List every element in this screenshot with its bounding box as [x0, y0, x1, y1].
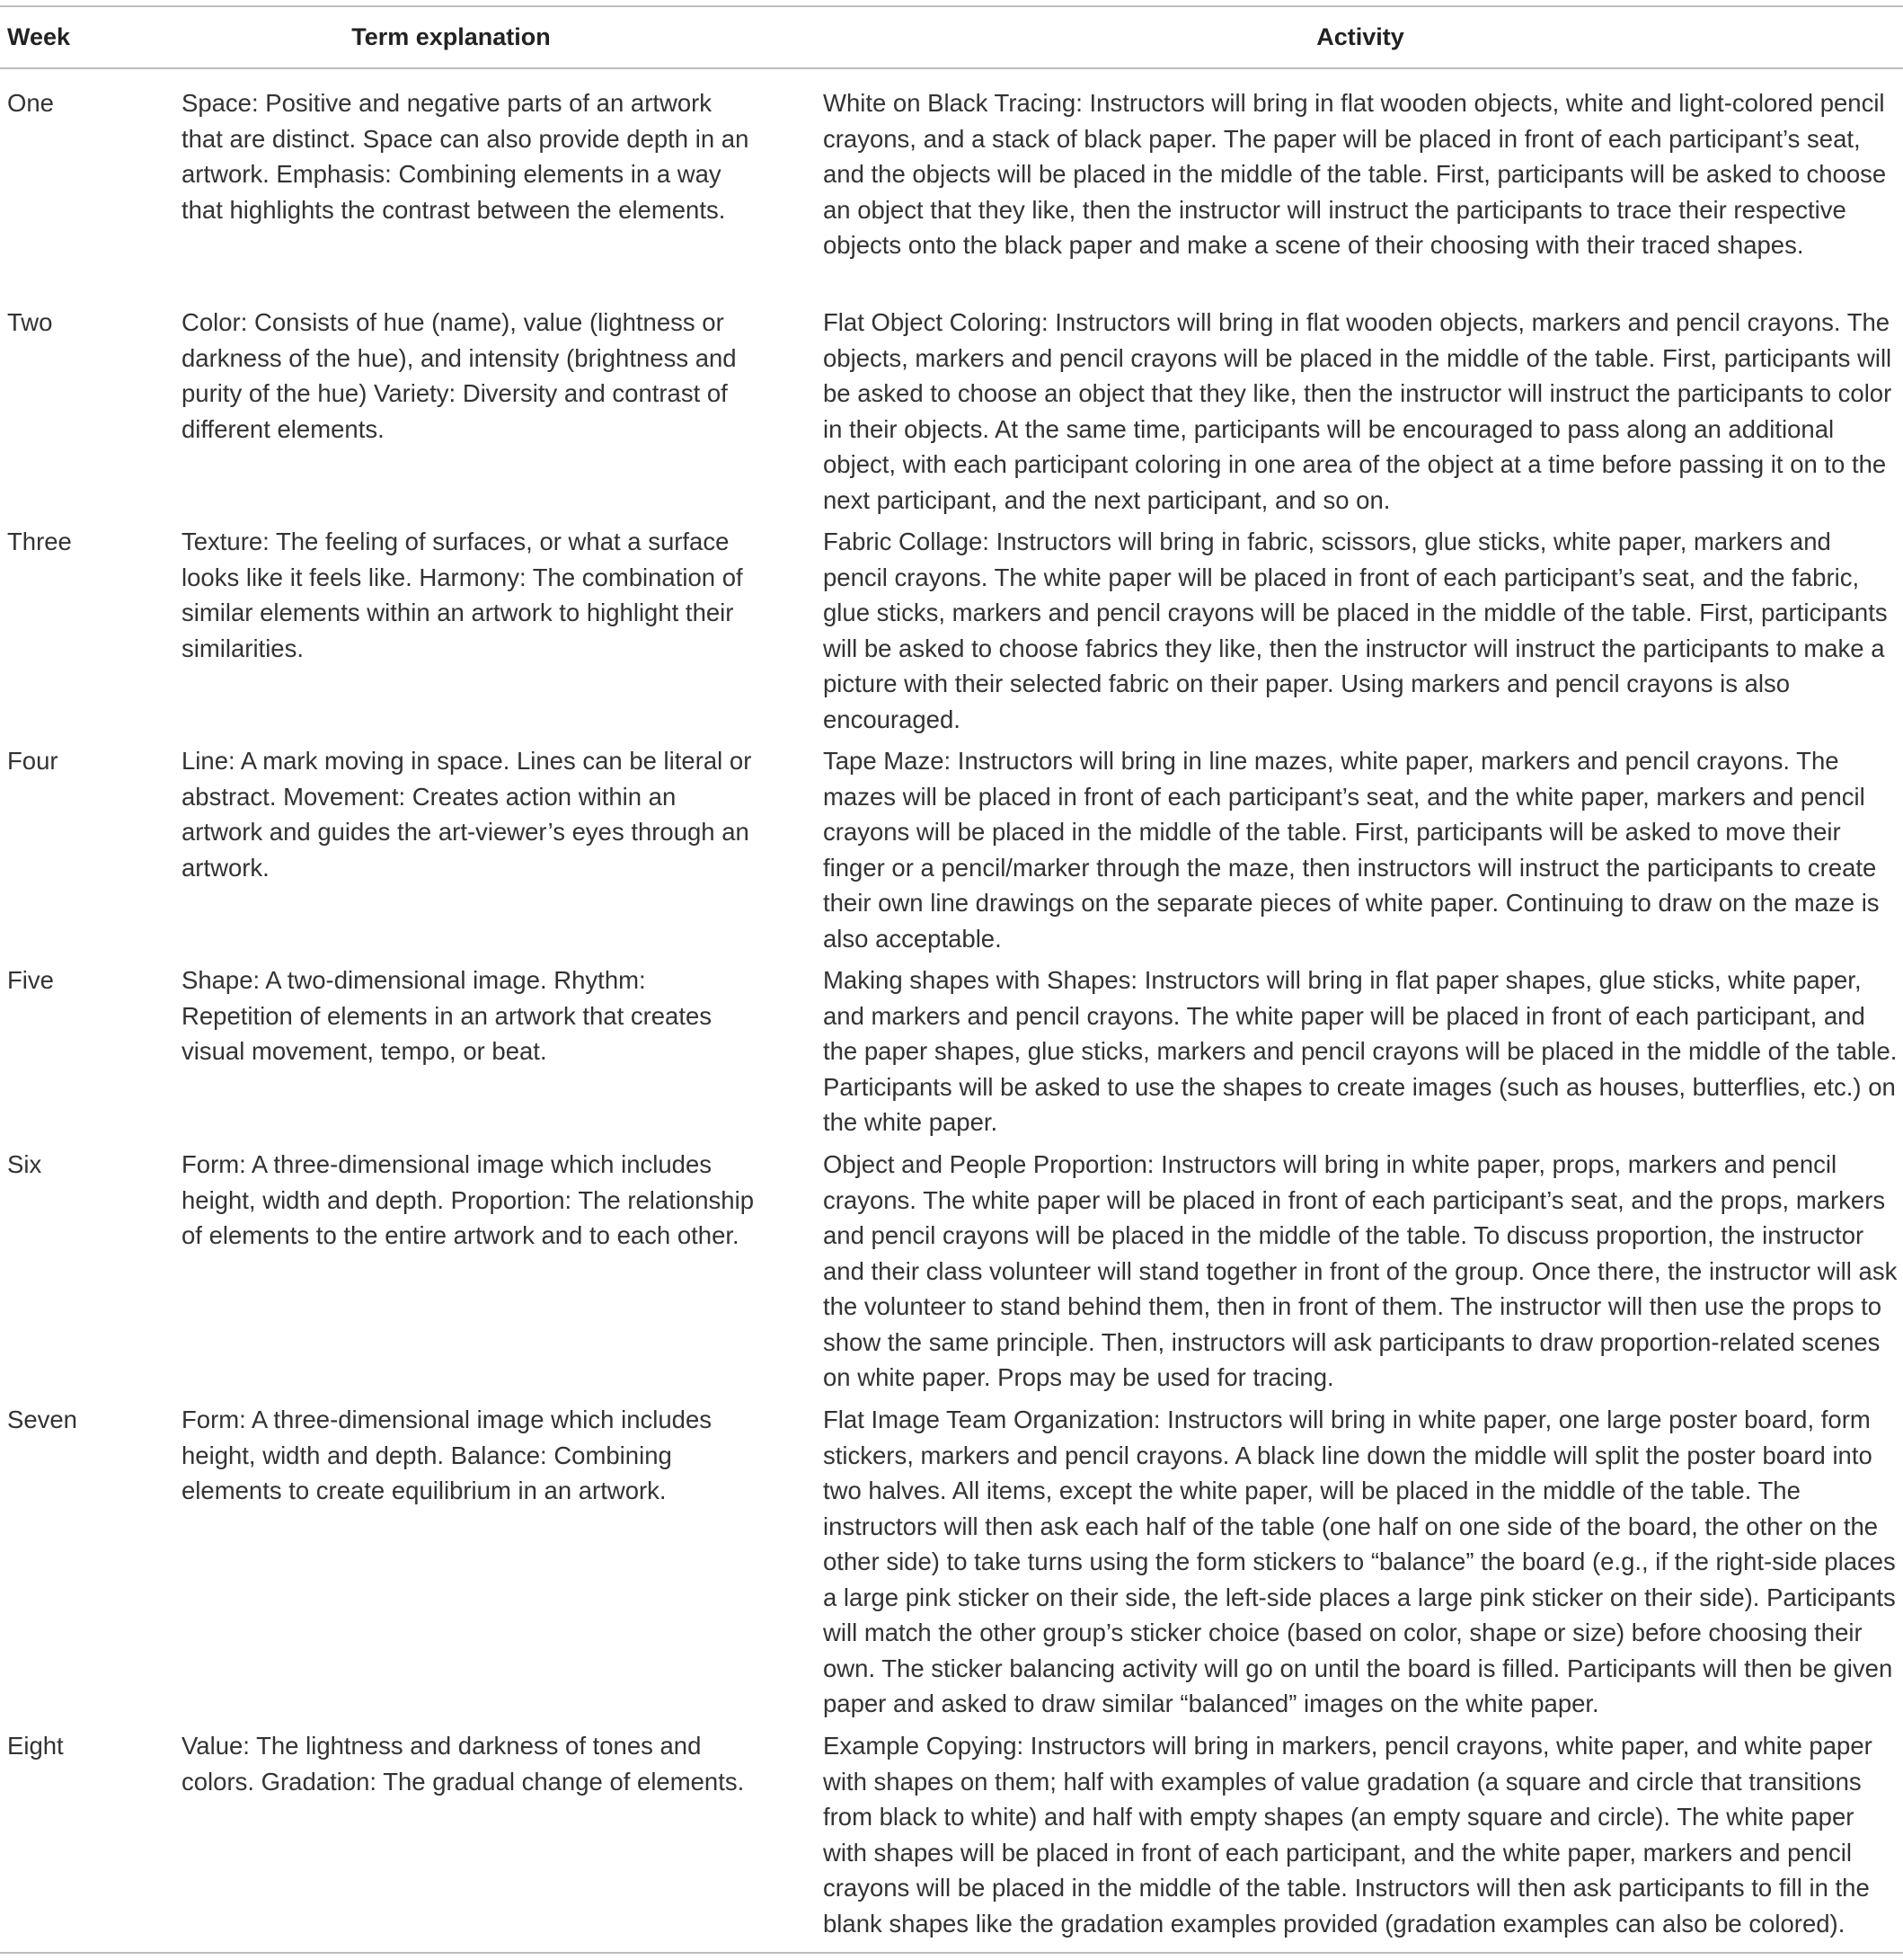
activity-cell: Flat Object Coloring: Instructors will bring in flat wooden objects, markers and pencil crayons. The objects, markers and pencil crayons will be placed in the middle of the table. First, participants will be asked to choose an object that they like, then the instructor will instruct the participants to color in their objects. At the same time, participants will be encouraged to pass along an additional object, with each participant coloring in one area of the object at a time before passing it on to the next participant, and the next participant, and so on.	[823, 308, 1892, 514]
week-cell: Eight	[7, 1732, 64, 1760]
term-cell: Line: A mark moving in space. Lines can be literal or abstract. Movement: Creates action within an artwork and guides the art-viewer’s eyes through an artwork.	[181, 747, 752, 882]
term-cell: Value: The lightness and darkness of tones and colors. Gradation: The gradual change of elements.	[181, 1732, 745, 1796]
term-cell: Shape: A two-dimensional image. Rhythm: Repetition of elements in an artwork that creates visual movement, tempo, or beat.	[181, 966, 713, 1065]
table-bottom-rule	[0, 1952, 1903, 1954]
week-cell: One	[7, 89, 54, 117]
activity-cell: Tape Maze: Instructors will bring in line mazes, white paper, markers and pencil crayons. The mazes will be placed in front of each participant’s seat, and the white paper, markers and pencil crayons will be placed in the middle of the table. First, participants will be asked to move their finger or a pencil/marker through the maze, then instructors will instruct the participants to create their own line drawings on the separate pieces of white paper. Continuing to draw on the maze is also acceptable.	[823, 747, 1880, 953]
activity-cell: Making shapes with Shapes: Instructors will bring in flat paper shapes, glue sticks, white paper, and markers and pencil crayons. The white paper will be placed in front of each participant, and the paper shapes, glue sticks, markers and pencil crayons will be placed in the middle of the table. Participants will be asked to use the shapes to create images (such as houses, butterflies, etc.) on the white paper.	[823, 966, 1898, 1136]
activity-cell: Fabric Collage: Instructors will bring in fabric, scissors, glue sticks, white paper, markers and pencil crayons. The white paper will be placed in front of each participant’s seat, and the fabric, glue sticks, markers and pencil crayons will be placed in the middle of the table. First, participants will be asked to choose fabrics they like, then the instructor will instruct the participants to make a picture with their selected fabric on their paper. Using markers and pencil crayons is also encouraged.	[823, 528, 1888, 733]
activity-cell: White on Black Tracing: Instructors will bring in flat wooden objects, white and light-colored pencil crayons, and a stack of black paper. The paper will be placed in front of each participant’s seat, and the objects will be placed in the middle of the table. First, participants will be asked to choose an object that they like, then the instructor will instruct the participants to trace their respective objects onto the black paper and make a scene of their choosing with their traced shapes.	[823, 89, 1887, 259]
term-cell: Space: Positive and negative parts of an artwork that are distinct. Space can also provide depth in an artwork. Emphasis: Combining elements in a way that highlights the contrast between the elements.	[181, 89, 749, 224]
activity-cell: Flat Image Team Organization: Instructors will bring in white paper, one large poster board, form stickers, markers and pencil crayons. A black line down the middle will split the poster board into two halves. All items, except the white paper, will be placed in the middle of the table. The instructors will then ask each half of the table (one half on one side of the board, the other on the other side) to take turns using the form stickers to “balance” the board (e.g., if the right-side places a large pink sticker on their side, the left-side places a large pink sticker on their side). Participants will match the other group’s sticker choice (based on color, shape or size) before choosing their own. The sticker balancing activity will go on until the board is filled. Participants will then be given paper and asked to draw similar “balanced” images on the white paper.	[823, 1406, 1896, 1717]
term-cell: Texture: The feeling of surfaces, or what a surface looks like it feels like. Harmony: The combination of similar elements within an artwork to highlight their similarities.	[181, 528, 743, 662]
term-cell: Form: A three-dimensional image which includes height, width and depth. Proportion: The relationship of elements to the entire artwork and to each other.	[181, 1150, 754, 1249]
week-cell: Two	[7, 308, 53, 336]
activity-cell: Object and People Proportion: Instructors will bring in white paper, props, markers and pencil crayons. The white paper will be placed in front of each participant’s seat, and the props, markers and pencil crayons will be placed in the middle of the table. To discuss proportion, the instructor and their class volunteer will stand together in front of the group. Once there, the instructor will ask the volunteer to stand behind them, then in front of them. The instructor will then use the props to show the same principle. Then, instructors will ask participants to draw proportion-related scenes on white paper. Props may be used for tracing.	[823, 1150, 1898, 1391]
table-header-rule	[0, 67, 1903, 69]
header-week: Week	[7, 23, 71, 50]
activity-cell: Example Copying: Instructors will bring in markers, pencil crayons, white paper, and white paper with shapes on them; half with examples of value gradation (a square and circle that transitions from black to white) and half with empty shapes (an empty square and circle). The white paper with shapes will be placed in front of each participant, and the white paper, markers and pencil crayons will be placed in the middle of the table. Instructors will then ask participants to fill in the blank shapes like the gradation examples provided (gradation examples can also be colored).	[823, 1732, 1872, 1938]
term-cell: Color: Consists of hue (name), value (lightness or darkness of the hue), and intensity (brightness and purity of the hue) Variety: Diversity and contrast of different elements.	[181, 308, 737, 443]
week-cell: Four	[7, 747, 58, 775]
table-header-row	[0, 5, 1903, 67]
term-cell: Form: A three-dimensional image which includes height, width and depth. Balance: Combining elements to create equilibrium in an artwork.	[181, 1406, 713, 1504]
header-activity: Activity	[1316, 23, 1404, 50]
week-cell: Three	[7, 528, 72, 555]
week-cell: Seven	[7, 1406, 77, 1433]
week-cell: Six	[7, 1150, 42, 1178]
header-term-explanation: Term explanation	[351, 23, 551, 50]
week-cell: Five	[7, 966, 54, 994]
